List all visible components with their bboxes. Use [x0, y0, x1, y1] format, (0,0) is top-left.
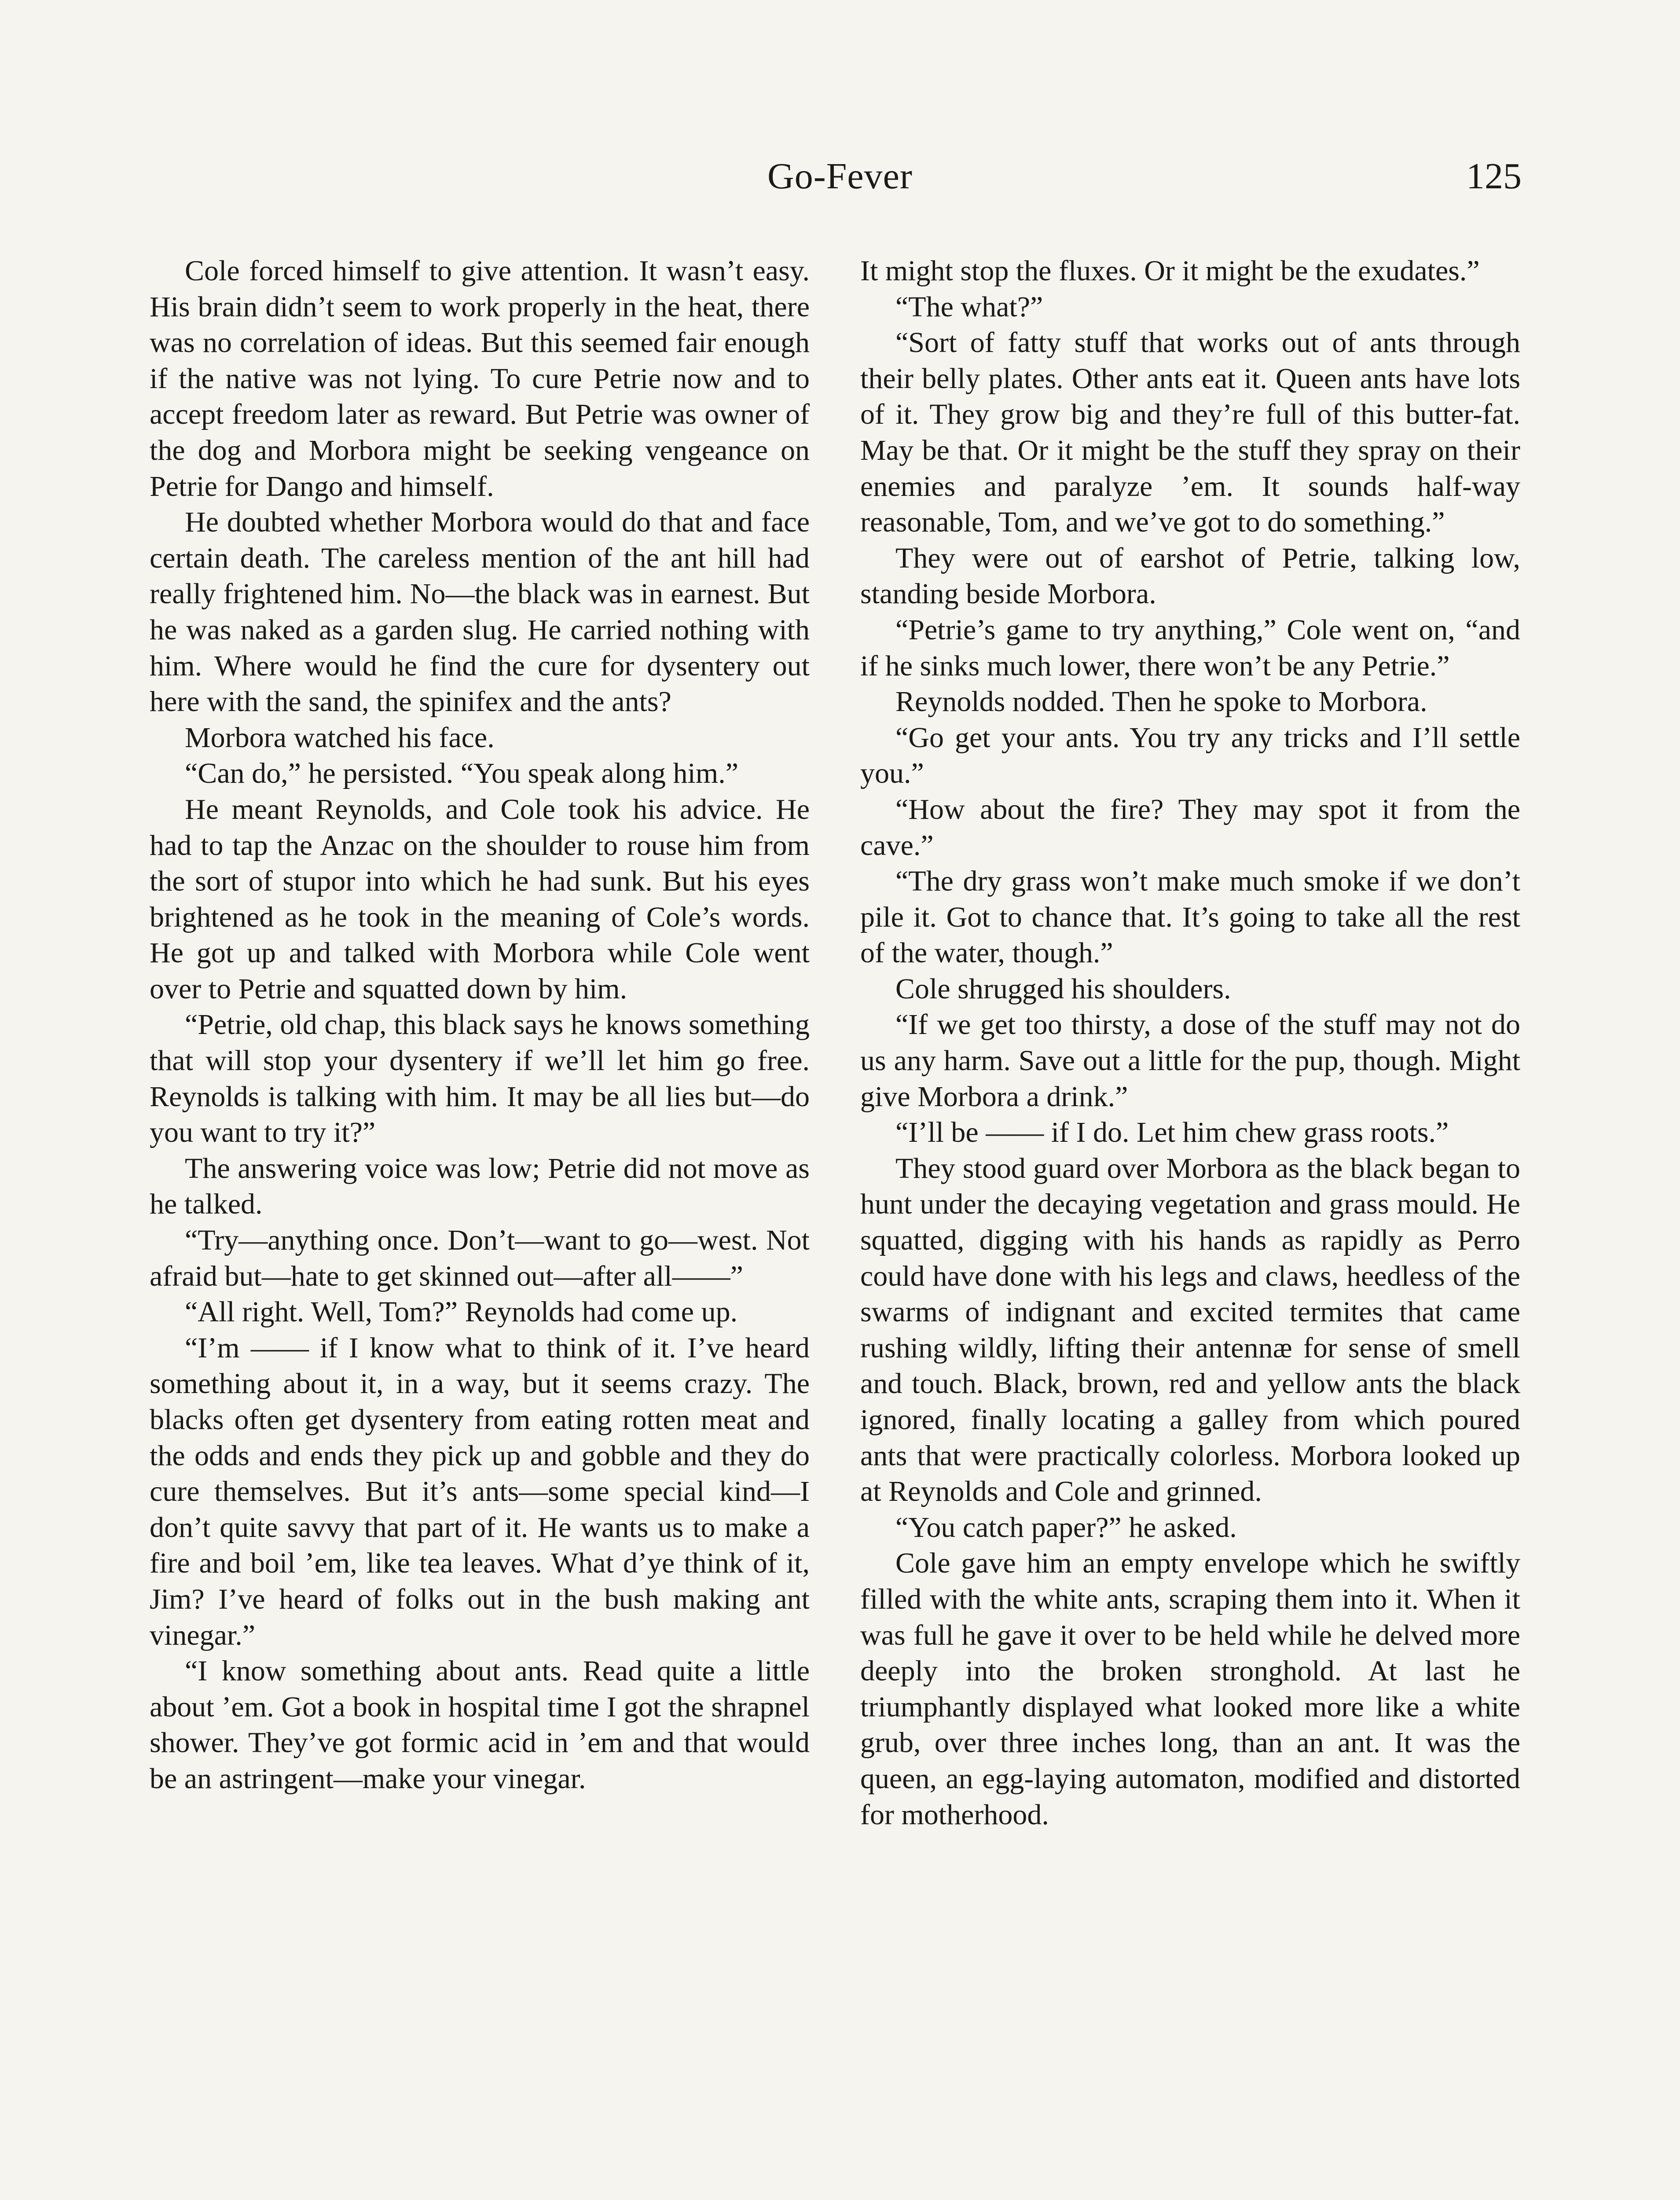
paragraph: Cole shrugged his shoulders.	[895, 972, 1231, 1005]
paragraph: It might stop the fluxes. Or it might be the exudates.”	[860, 255, 1480, 287]
paragraph: “Sort of fatty stuff that works out of ants through their belly plates. Other ants eat it. Queen ants have lots of it. They grow big and they’re full of this butter-fat. May be that. Or it might be the stuff they spray on their enemies and paralyze ’em. It sounds half-way reasonable, Tom, and we’ve got to do something.”	[860, 326, 1520, 539]
paragraph: Cole forced himself to give attention. It wasn’t easy. His brain didn’t seem to work properly in the heat, there was no correlation of ideas. But this seemed fair enough if the native was not lying. To cure Petrie now and to accept freedom later as reward. But Petrie was owner of the dog and Morbora might be seeking vengeance on Petrie for Dango and himself.	[150, 255, 810, 502]
paragraph: “I know something about ants. Read quite a little about ’em. Got a book in hospital time I got the shrapnel shower. They’ve got formic acid in ’em and that would be an astringent—make your vinegar.	[150, 1655, 810, 1795]
paragraph: “Petrie’s game to try anything,” Cole went on, “and if he sinks much lower, there won’t be any Petrie.”	[860, 613, 1520, 682]
paragraph: Cole gave him an empty envelope which he swiftly filled with the white ants, scraping them into it. When it was full he gave it over to be held while he delved more deeply into the broken stronghold. At last he triumphantly displayed what looked more like a white grub, over three inches long, than an ant. It was the queen, an egg-laying automaton, modified and distorted for motherhood.	[860, 1547, 1520, 1831]
paragraph: He meant Reynolds, and Cole took his advice. He had to tap the Anzac on the shoulder to rouse him from the sort of stupor into which he had sunk. But his eyes brightened as he took in the meaning of Cole’s words. He got up and talked with Morbora while Cole went over to Petrie and squatted down by him.	[150, 793, 810, 1005]
running-title: Go-Fever	[767, 156, 913, 197]
paragraph: “I’m —— if I know what to think of it. I’ve heard something about it, in a way, but it seems crazy. The blacks often get dysentery from eating rotten meat and the odds and ends they pick up and gobble and they do cure themselves. But it’s ants—some special kind—I don’t quite savvy that part of it. He wants us to make a fire and boil ’em, like tea leaves. What d’ye think of it, Jim? I’ve heard of folks out in the bush making ant vinegar.”	[150, 1331, 810, 1651]
paragraph: “The what?”	[895, 290, 1043, 323]
paragraph: “Go get your ants. You try any tricks and I’ll settle you.”	[860, 721, 1520, 790]
paragraph: Morbora watched his face.	[185, 721, 495, 754]
paragraph: “Try—anything once. Don’t—want to go—west. Not afraid but—hate to get skinned out—after all——”	[150, 1224, 810, 1292]
paragraph: They stood guard over Morbora as the black began to hunt under the decaying vegetation and grass mould. He squatted, digging with his hands as rapidly as Perro could have done with his legs and claws, heedless of the swarms of indignant and excited termites that came rushing wildly, lifting their antennæ for sense of smell and touch. Black, brown, red and yellow ants the black ignored, finally locating a galley from which poured ants that were practically colorless. Morbora looked up at Reynolds and Cole and grinned.	[860, 1152, 1520, 1508]
right-text-column	[860, 253, 1520, 1833]
paragraph: “Petrie, old chap, this black says he knows something that will stop your dysentery if we’ll let him go free. Reynolds is talking with him. It may be all lies but—do you want to try it?”	[150, 1008, 810, 1149]
paragraph: “The dry grass won’t make much smoke if we don’t pile it. Got to chance that. It’s going to take all the rest of the water, though.”	[860, 865, 1520, 969]
paragraph: “All right. Well, Tom?” Reynolds had come up.	[185, 1296, 738, 1328]
paragraph: They were out of earshot of Petrie, talking low, standing beside Morbora.	[860, 542, 1520, 610]
paragraph: “How about the fire? They may spot it from the cave.”	[860, 793, 1520, 862]
paragraph: “If we get too thirsty, a dose of the stuff may not do us any harm. Save out a little for the pup, though. Might give Morbora a drink.”	[860, 1008, 1520, 1113]
paragraph: “Can do,” he persisted. “You speak along him.”	[185, 757, 739, 790]
page-header	[0, 155, 1680, 208]
paragraph: “You catch paper?” he asked.	[895, 1511, 1237, 1544]
page-number: 125	[1466, 156, 1522, 197]
paragraph: Reynolds nodded. Then he spoke to Morbora.	[895, 686, 1427, 718]
paragraph: The answering voice was low; Petrie did not move as he talked.	[150, 1152, 810, 1221]
paragraph: “I’ll be —— if I do. Let him chew grass roots.”	[895, 1116, 1449, 1149]
left-text-column	[150, 253, 810, 1797]
paragraph: He doubted whether Morbora would do that and face certain death. The careless mention of the ant hill had really frightened him. No—the black was in earnest. But he was naked as a garden slug. He carried nothing with him. Where would he find the cure for dysentery out here with the sand, the spinifex and the ants?	[150, 506, 810, 718]
